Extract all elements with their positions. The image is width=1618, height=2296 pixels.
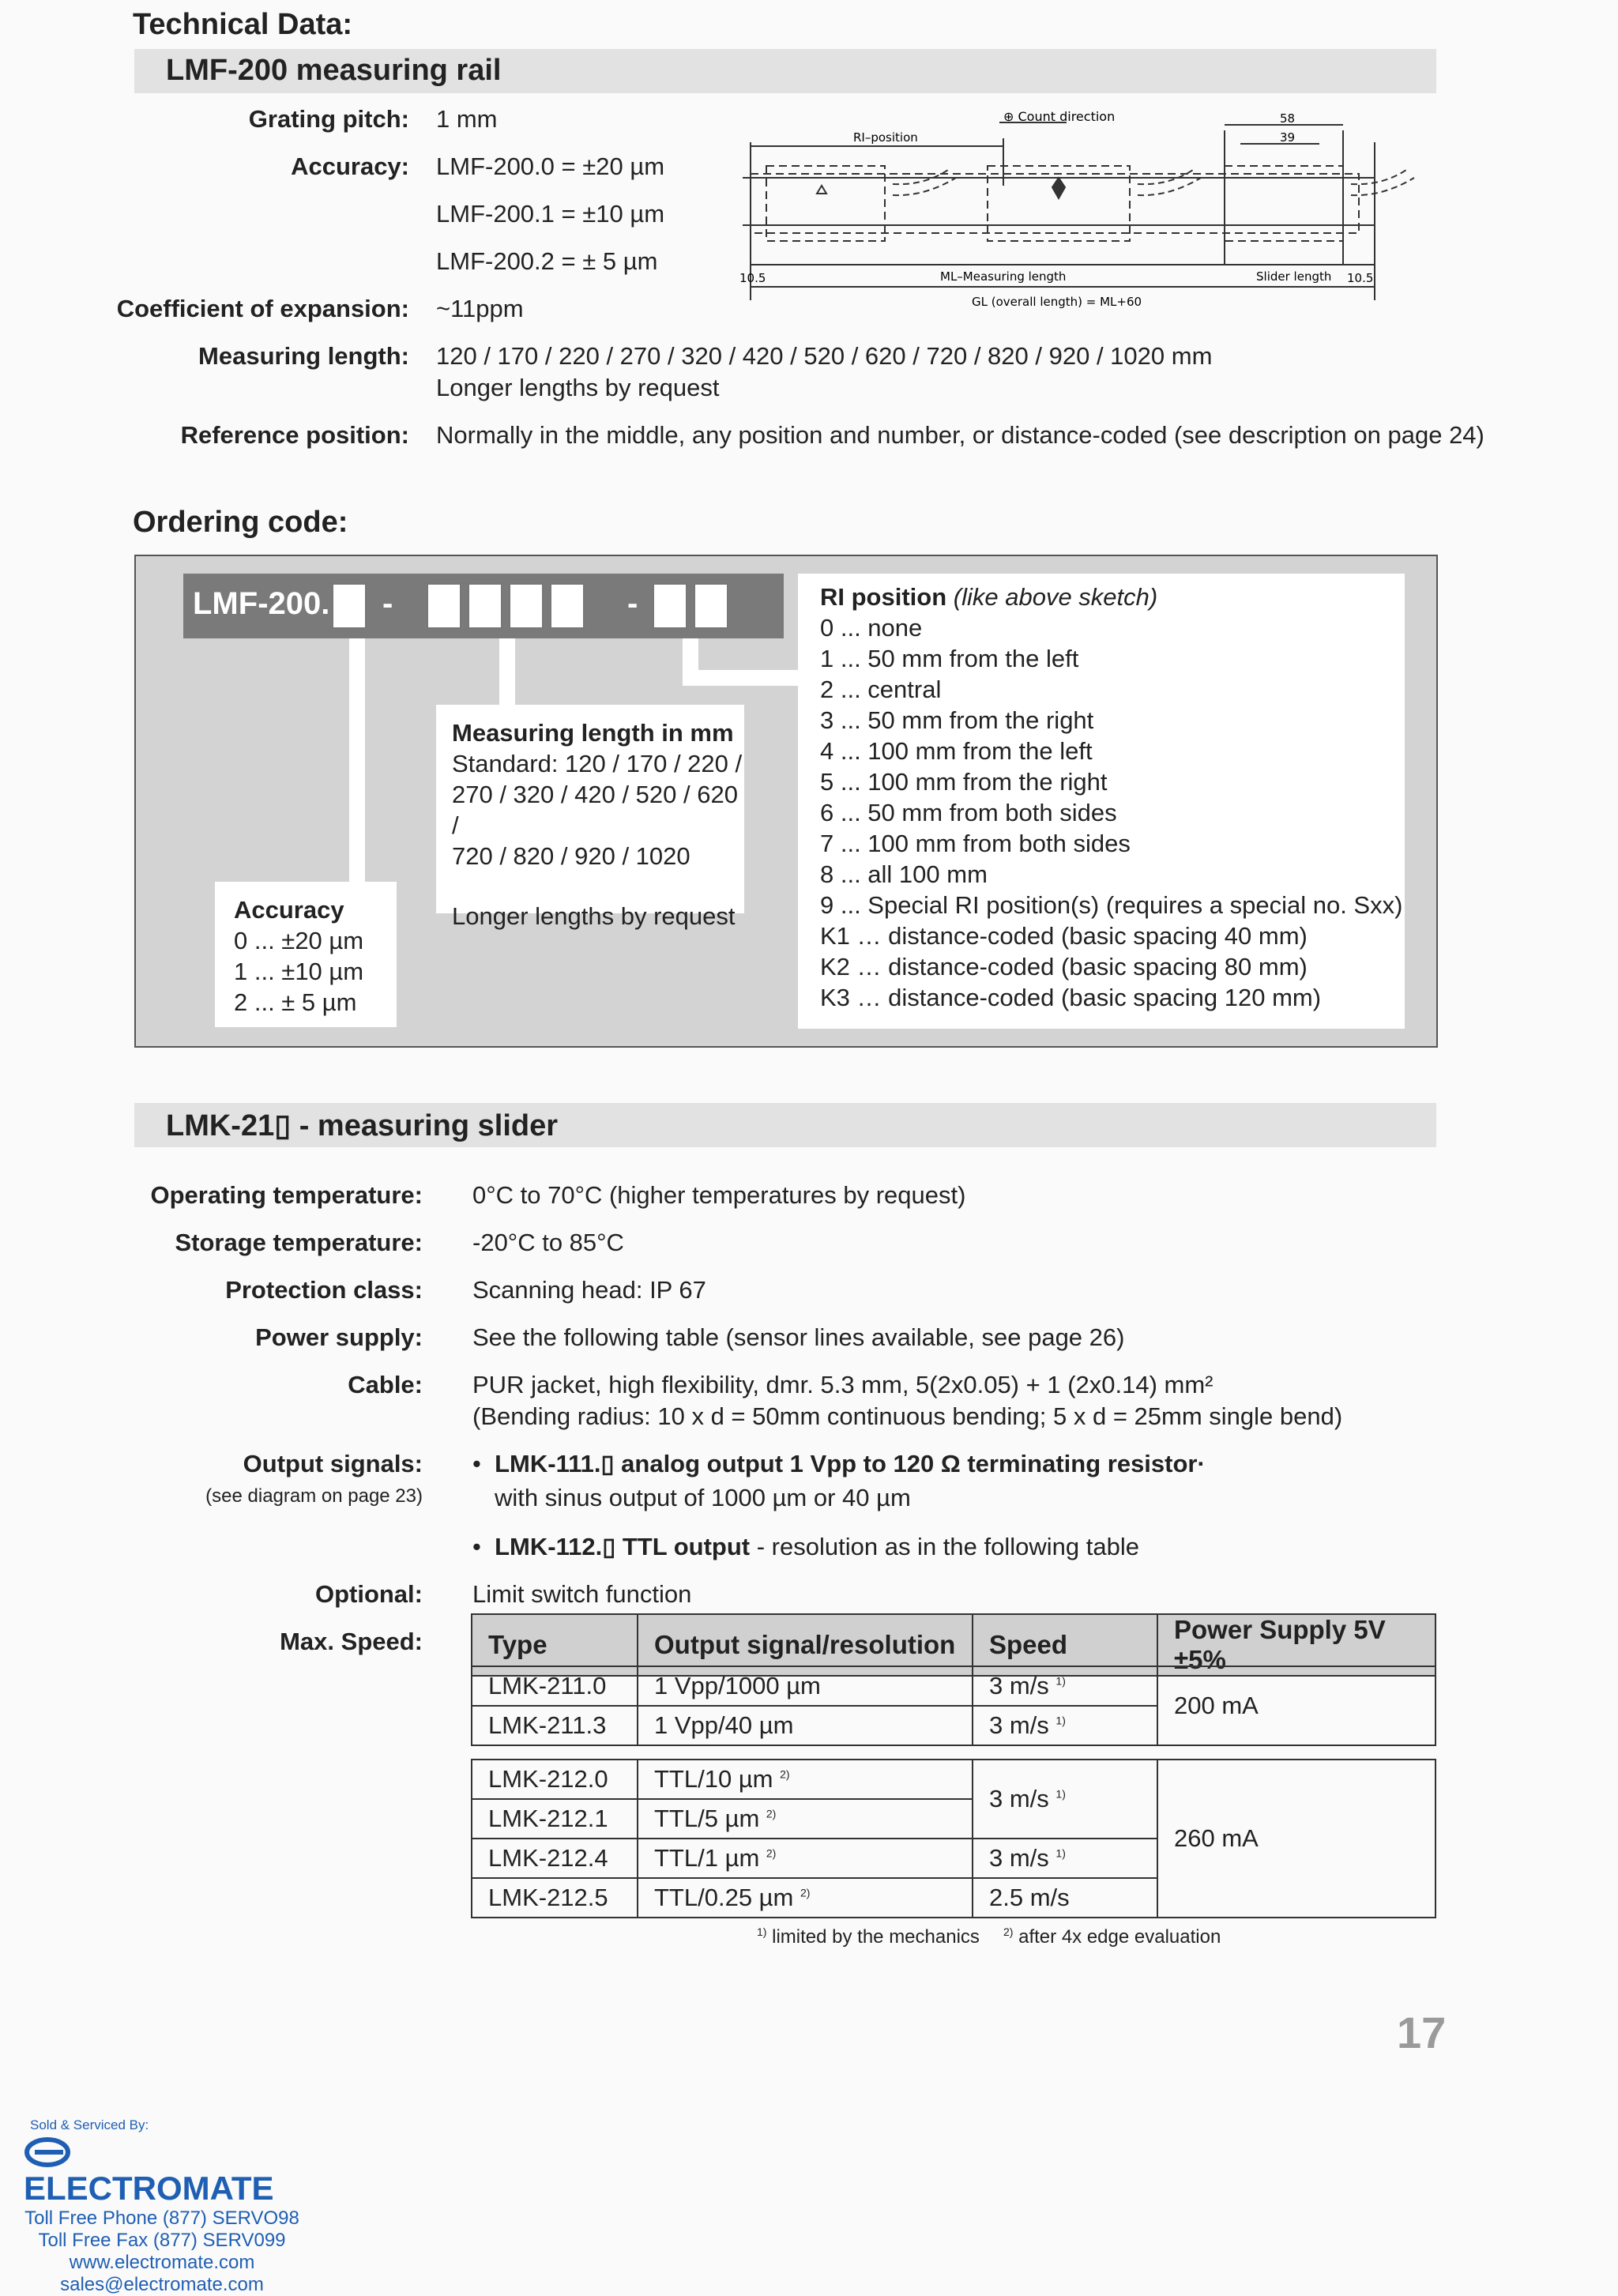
- speed-table-group1: [471, 1666, 1436, 1746]
- electromate-logo-icon: [24, 2135, 79, 2170]
- ri-position-label: RI–position: [853, 130, 918, 145]
- cell-type: LMK-211.0: [472, 1666, 638, 1706]
- expansion-label: Coefficient of expansion:: [116, 295, 409, 322]
- code-box-length-3: [509, 583, 544, 629]
- cell-power: 260 mA: [1157, 1760, 1436, 1918]
- signal-value: TTL/0.25 µm: [654, 1884, 794, 1911]
- ri-option: 1 ... 50 mm from the left: [820, 645, 1079, 672]
- col-signal: Output signal/resolution: [638, 1614, 973, 1676]
- footnote-1-text: limited by the mechanics: [772, 1926, 980, 1948]
- col-power: Power Supply 5V ±5%: [1157, 1614, 1436, 1676]
- ri-option: 4 ... 100 mm from the left: [820, 737, 1093, 765]
- slider-section-bar: [134, 1103, 1436, 1147]
- ri-option: 2 ... central: [820, 676, 942, 703]
- max-speed-label: Max. Speed:: [280, 1628, 423, 1655]
- seller-footer: [24, 2117, 300, 2296]
- cell-type: LMK-212.4: [472, 1839, 638, 1878]
- footnote-2-text: after 4x edge evaluation: [1018, 1926, 1221, 1948]
- ri-option: 0 ... none: [820, 614, 923, 642]
- ri-option: 5 ... 100 mm from the right: [820, 768, 1108, 796]
- output-2-bold: LMK-112.▯ TTL output: [495, 1533, 751, 1560]
- phone: Toll Free Phone (877) SERVO98: [24, 2208, 299, 2229]
- cell-power: 200 mA: [1157, 1666, 1436, 1745]
- measuring-length-value-0: 120 / 170 / 220 / 270 / 320 / 420 / 520 / 620 / 720 / 820 / 920 / 1020 mm: [436, 342, 1213, 370]
- output-signals-label: Output signals:: [243, 1450, 423, 1477]
- cable-value-1: (Bending radius: 10 x d = 50mm continuous bending; 5 x d = 25mm single bend): [472, 1402, 1343, 1430]
- cell-speed: 2.5 m/s: [973, 1878, 1157, 1918]
- dim-left: 10.5: [739, 271, 766, 285]
- code-box-ri-1: [653, 583, 687, 629]
- col-speed: Speed: [973, 1614, 1157, 1676]
- signal-sup: 2): [780, 1767, 790, 1781]
- ordering-code-bar: [183, 574, 784, 638]
- length-line: Standard: 120 / 170 / 220 /: [452, 750, 743, 777]
- ri-panel-note: (like above sketch): [953, 583, 1158, 611]
- footnote-2: [1003, 1925, 1221, 1948]
- cell-speed: [973, 1666, 1157, 1706]
- dim-right: 10.5: [1347, 271, 1374, 285]
- cell-signal: [638, 1799, 973, 1839]
- optional-value: Limit switch function: [472, 1580, 692, 1608]
- length-panel-title: Measuring length in mm: [452, 719, 734, 747]
- ordering-heading: Ordering code:: [133, 506, 348, 539]
- col-type: Type: [472, 1614, 638, 1676]
- length-line: Longer lengths by request: [452, 902, 736, 930]
- company-name: ELECTROMATE: [24, 2170, 274, 2207]
- speed-table-group2: [471, 1759, 1436, 1918]
- signal-sup: 2): [800, 1886, 811, 1899]
- length-panel: [436, 705, 744, 930]
- speed-value: 3 m/s: [989, 1672, 1049, 1699]
- reference-position-label: Reference position:: [180, 421, 409, 449]
- slider-length-label: Slider length: [1256, 269, 1332, 284]
- cell-signal: [638, 1760, 973, 1799]
- grating-pitch-value: 1 mm: [436, 105, 498, 133]
- cell-type: LMK-212.0: [472, 1760, 638, 1799]
- cell-speed: [973, 1706, 1157, 1745]
- ri-connector-h: [683, 670, 801, 686]
- cell-signal: 1 Vpp/40 µm: [638, 1706, 973, 1745]
- code-prefix: LMF-200.: [193, 586, 330, 621]
- logo-row: [24, 2135, 300, 2208]
- protection-value: Scanning head: IP 67: [472, 1276, 706, 1304]
- accuracy-panel: [215, 882, 397, 1027]
- ri-option: 7 ... 100 mm from both sides: [820, 830, 1131, 857]
- storage-temp-value: -20°C to 85°C: [472, 1229, 624, 1256]
- count-direction-label: ⊕ Count direction: [1003, 109, 1116, 124]
- ri-option: K1 … distance-coded (basic spacing 40 mm): [820, 922, 1308, 950]
- cell-type: LMK-212.1: [472, 1799, 638, 1839]
- cell-type: LMK-211.3: [472, 1706, 638, 1745]
- accuracy-value-2: LMF-200.2 = ± 5 µm: [436, 247, 658, 275]
- slider-section-title: LMK-21▯ - measuring slider: [166, 1109, 559, 1142]
- accuracy-option: 0 ... ±20 µm: [234, 927, 364, 954]
- ordering-code-box: [134, 555, 1438, 1048]
- storage-temp-label: Storage temperature:: [175, 1229, 423, 1256]
- page-number: 17: [1397, 2008, 1447, 2057]
- accuracy-value-1: LMF-200.1 = ±10 µm: [436, 200, 665, 228]
- cell-speed: [973, 1760, 1157, 1839]
- code-dash-2: -: [627, 586, 638, 621]
- cell-type: LMK-212.5: [472, 1878, 638, 1918]
- ri-option: K3 … distance-coded (basic spacing 120 mm): [820, 984, 1322, 1011]
- accuracy-label: Accuracy:: [291, 152, 409, 180]
- output-2-rest: - resolution as in the following table: [750, 1533, 1139, 1560]
- cable-value-0: PUR jacket, high flexibility, dmr. 5.3 mm, 5(2x0.05) + 1 (2x0.14) mm²: [472, 1371, 1214, 1398]
- code-box-length-1: [427, 583, 461, 629]
- reference-position-value: Normally in the middle, any position and number, or distance-coded (see description on page 24): [436, 421, 1484, 449]
- rail-dimension-diagram: [735, 99, 1446, 324]
- dim-39: 39: [1280, 130, 1296, 145]
- accuracy-option: 1 ... ±10 µm: [234, 958, 364, 985]
- output-2: • LMK-112.▯ TTL output - resolution as in the following table: [472, 1533, 1139, 1560]
- accuracy-value-0: LMF-200.0 = ±20 µm: [436, 152, 665, 180]
- op-temp-label: Operating temperature:: [150, 1181, 423, 1209]
- fax: Toll Free Fax (877) SERV099: [38, 2230, 286, 2251]
- code-box-accuracy: [332, 583, 367, 629]
- ri-option: 9 ... Special RI position(s) (requires a special no. Sxx): [820, 891, 1403, 919]
- length-spacer: [452, 871, 744, 901]
- length-line: 720 / 820 / 920 / 1020: [452, 842, 690, 870]
- speed-sup: 1): [1055, 1846, 1066, 1860]
- code-box-ri-2: [694, 583, 728, 629]
- ri-option: K2 … distance-coded (basic spacing 80 mm): [820, 953, 1308, 981]
- ri-panel: [798, 574, 1405, 1029]
- length-line: 270 / 320 / 420 / 520 / 620 /: [452, 781, 738, 839]
- signal-value: TTL/10 µm: [654, 1765, 773, 1793]
- signal-value: TTL/5 µm: [654, 1805, 760, 1832]
- footnote-1: [757, 1925, 980, 1948]
- dim-58: 58: [1280, 111, 1296, 126]
- website-link[interactable]: www.electromate.com: [69, 2252, 255, 2273]
- signal-sup: 2): [766, 1807, 777, 1820]
- power-supply-value: See the following table (sensor lines available, see page 26): [472, 1323, 1125, 1351]
- protection-label: Protection class:: [225, 1276, 423, 1304]
- expansion-value: ~11ppm: [436, 295, 524, 322]
- ml-label: ML–Measuring length: [940, 269, 1067, 284]
- sold-by-label: Sold & Serviced By:: [30, 2117, 149, 2132]
- grating-pitch-label: Grating pitch:: [248, 105, 409, 133]
- footnote-1-mark: 1): [757, 1925, 767, 1938]
- speed-sup: 1): [1055, 1787, 1066, 1801]
- ri-panel-title: RI position: [820, 583, 947, 611]
- output-1: • LMK-111.▯ analog output 1 Vpp to 120 Ω terminating resistor·: [472, 1450, 1206, 1477]
- email-link[interactable]: sales@electromate.com: [60, 2274, 264, 2295]
- measuring-length-value-1: Longer lengths by request: [436, 374, 720, 401]
- op-temp-value: 0°C to 70°C (higher temperatures by request): [472, 1181, 966, 1209]
- code-box-length-4: [550, 583, 585, 629]
- speed-sup: 1): [1055, 1674, 1066, 1688]
- accuracy-panel-title: Accuracy: [234, 896, 344, 924]
- ri-option: 8 ... all 100 mm: [820, 860, 988, 888]
- signal-sup: 2): [766, 1846, 777, 1860]
- accuracy-option: 2 ... ± 5 µm: [234, 988, 357, 1016]
- cell-signal: 1 Vpp/1000 µm: [638, 1666, 973, 1706]
- cable-label: Cable:: [348, 1371, 423, 1398]
- optional-label: Optional:: [314, 1580, 423, 1608]
- ri-option: 6 ... 50 mm from both sides: [820, 799, 1117, 826]
- measuring-length-label: Measuring length:: [198, 342, 409, 370]
- output-1-rest: with sinus output of 1000 µm or 40 µm: [495, 1484, 911, 1511]
- speed-sup: 1): [1055, 1714, 1066, 1727]
- rail-section-bar: [134, 49, 1436, 93]
- power-supply-label: Power supply:: [255, 1323, 423, 1351]
- gl-label: GL (overall length) = ML+60: [972, 295, 1142, 309]
- signal-value: TTL/1 µm: [654, 1844, 760, 1872]
- cell-signal: [638, 1878, 973, 1918]
- page-heading: Technical Data:: [133, 8, 353, 41]
- cell-signal: [638, 1839, 973, 1878]
- ri-panel-header: [820, 582, 1405, 612]
- output-1-bold: LMK-111.▯ analog output 1 Vpp to 120 Ω terminating resistor·: [495, 1450, 1206, 1477]
- footnote-2-mark: 2): [1003, 1925, 1014, 1938]
- table-row: [472, 1760, 1436, 1799]
- output-signals-note: (see diagram on page 23): [205, 1485, 423, 1507]
- rail-section-title: LMF-200 measuring rail: [166, 54, 502, 87]
- code-dash-1: -: [382, 586, 393, 621]
- speed-value: 3 m/s: [989, 1844, 1049, 1872]
- table-row: [472, 1666, 1436, 1706]
- cell-speed: [973, 1839, 1157, 1878]
- ri-option: 3 ... 50 mm from the right: [820, 706, 1094, 734]
- code-box-length-2: [468, 583, 502, 629]
- speed-value: 3 m/s: [989, 1785, 1049, 1812]
- speed-value: 3 m/s: [989, 1711, 1049, 1739]
